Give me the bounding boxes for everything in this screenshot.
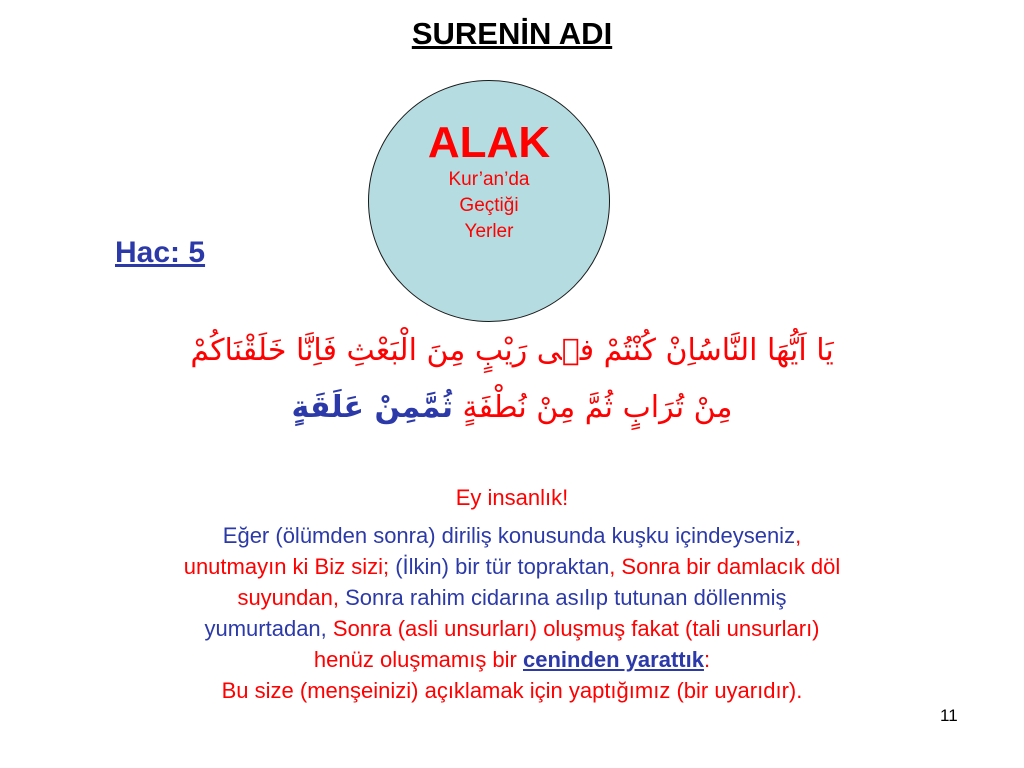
page-number: 11 — [940, 706, 958, 725]
translation-text: suyundan, — [237, 585, 346, 610]
circle-subtitle-1: Kur’an’da — [448, 169, 530, 190]
arabic-line-2-red: مِنْ تُرَابٍ ثُمَّ مِنْ نُطْفَةٍ — [462, 390, 733, 425]
translation-text: Sonra (asli unsurları) oluşmuş fakat (tali unsurları) — [332, 616, 820, 641]
circle-subtitle-2: Geçtiği — [459, 195, 519, 216]
translation-line-2 — [30, 520, 994, 551]
translation-line-1: Ey insanlık! — [455, 485, 569, 510]
translation-emphasis: ceninden yarattık — [523, 647, 704, 672]
translation-paragraph — [30, 520, 994, 706]
translation-text: Eğer (ölümden sonra) diriliş konusunda kuşku içindeyseniz — [222, 523, 796, 548]
translation-text: Sonra rahim cidarına asılıp tutunan döllenmiş — [345, 585, 787, 610]
translation-text: : — [703, 647, 711, 672]
surah-circle — [368, 80, 610, 322]
translation-text: henüz oluşmamış bir — [313, 647, 523, 672]
translation-line-6 — [30, 644, 994, 675]
slide-title: SURENİN ADI — [411, 16, 613, 51]
translation-line-3 — [30, 551, 994, 582]
translation-text: (İlkin) bir tür topraktan — [395, 554, 610, 579]
arabic-line-2 — [60, 390, 964, 425]
circle-subtitle-3: Yerler — [464, 221, 514, 242]
translation-line-7 — [30, 675, 994, 706]
translation-text: unutmayın ki Biz sizi; — [183, 554, 396, 579]
verse-reference: Hac: 5 — [115, 236, 206, 269]
translation-text: , Sonra bir damlacık döl — [609, 554, 841, 579]
translation-text: , — [795, 523, 802, 548]
arabic-line-1: يَا اَيُّهَا النَّاسُاِنْ كُنْتُمْ فٖى رَيْبٍ مِنَ الْبَعْثِ فَاِنَّا خَلَقْنَاكُمْ — [190, 333, 834, 368]
translation-text: Bu size (menşeinizi) açıklamak için yaptığımız (bir uyarıdır). — [221, 678, 803, 703]
translation-line-4 — [30, 582, 994, 613]
arabic-line-2-blue: ثُمَّمِنْ عَلَقَةٍ — [291, 390, 453, 425]
translation-text: yumurtadan, — [204, 616, 333, 641]
surah-name: ALAK — [427, 118, 551, 167]
translation-line-5 — [30, 613, 994, 644]
